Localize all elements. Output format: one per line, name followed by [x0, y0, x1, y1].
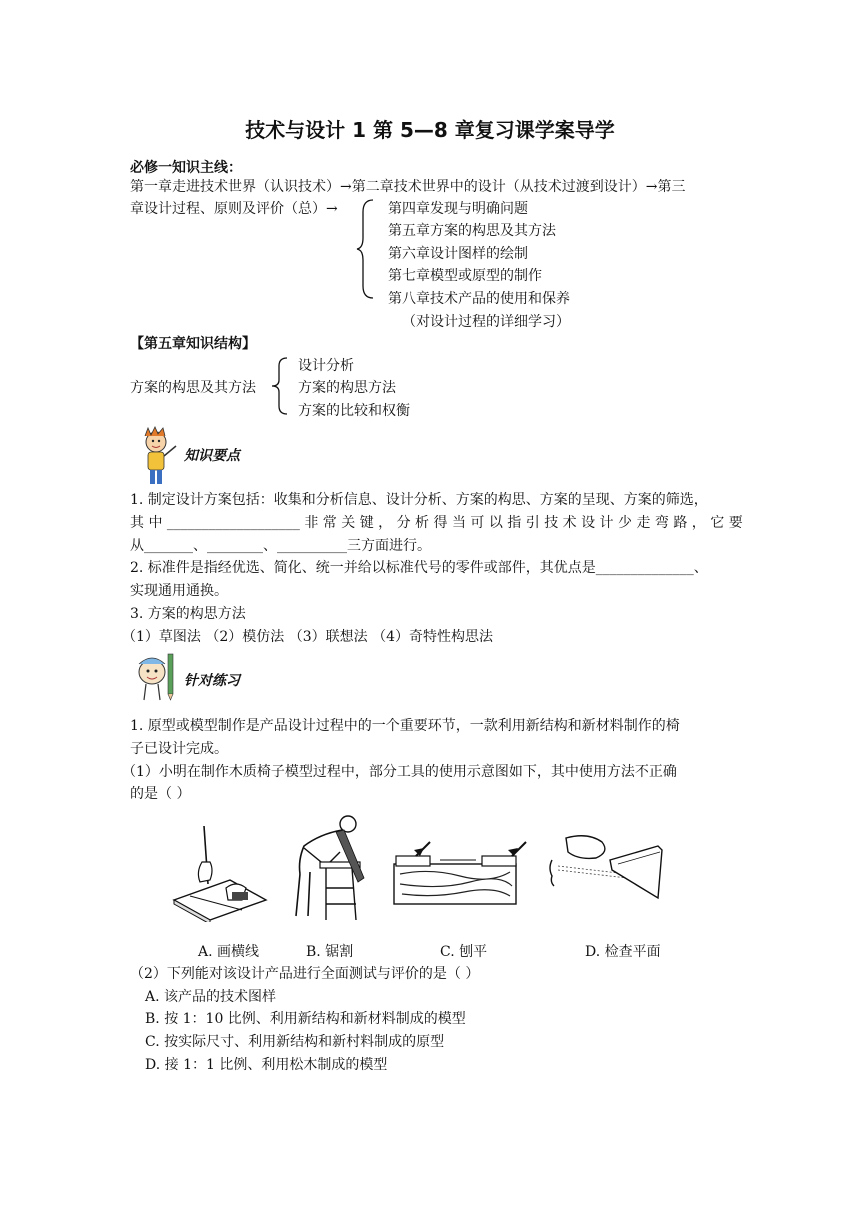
- question-1-part1: （1）小明在制作木质椅子模型过程中，部分工具的使用示意图如下，其中使用方法不正确: [122, 764, 677, 780]
- knowledge-p3: 3. 方案的构思方法: [130, 606, 246, 622]
- option-d: D. 接 1：1 比例、利用松木制成的模型: [145, 1057, 388, 1073]
- drawing-line-illustration: [170, 822, 270, 922]
- option-c: C. 按实际尺寸、利用新结构和新村料制成的原型: [145, 1034, 445, 1050]
- chapter-item: 第五章方案的构思及其方法: [388, 223, 556, 239]
- mainline-heading: 必修一知识主线：: [130, 160, 242, 176]
- structure-item: 设计分析: [298, 358, 354, 374]
- planing-illustration: [390, 840, 530, 912]
- sawing-illustration: [290, 812, 372, 924]
- question-1-part1: 的是（ ）: [130, 786, 191, 802]
- chapter-brace: [355, 198, 377, 300]
- knowledge-p1: 从_______、________、__________三方面进行。: [130, 538, 431, 554]
- chapter-item: 第六章设计图样的绘制: [388, 246, 528, 262]
- check-plane-illustration: [548, 830, 664, 904]
- caption-a: A. 画横线: [198, 944, 260, 960]
- structure-brace: [270, 356, 290, 416]
- structure-root: 方案的构思及其方法: [130, 380, 256, 396]
- question-1: 1. 原型或模型制作是产品设计过程中的一个重要环节，一款利用新结构和新材料制作的椅: [130, 718, 680, 734]
- structure-item: 方案的构思方法: [298, 380, 396, 396]
- cartoon-boy-icon: [136, 426, 180, 488]
- page-title: 技术与设计 1 第 5—8 章复习课学案导学: [245, 118, 615, 142]
- knowledge-p2: 实现通用通换。: [130, 583, 228, 599]
- knowledge-p1: 其 中 ___________________ 非 常 关 键 ， 分 析 得 当 可 以 指 引 技 术 设 计 少 走 弯 路 ， 它 要: [130, 515, 743, 531]
- caption-d: D. 检查平面: [585, 944, 661, 960]
- chapter-item: 第八章技术产品的使用和保养: [388, 291, 570, 307]
- knowledge-heading: 知识要点: [184, 448, 240, 464]
- mainline-line2: 章设计过程、原则及评价（总）→: [130, 201, 338, 217]
- knowledge-p2: 2. 标准件是指经优选、简化、统一并给以标准代号的零件或部件，其优点是______________、: [130, 560, 708, 576]
- caption-c: C. 刨平: [440, 944, 488, 960]
- chapter-item: 第七章模型或原型的制作: [388, 268, 542, 284]
- option-a: A. 该产品的技术图样: [145, 989, 277, 1005]
- structure-heading: 【第五章知识结构】: [130, 336, 256, 352]
- knowledge-p3: （1）草图法 （2）模仿法 （3）联想法 （4）奇特性构思法: [122, 629, 493, 645]
- structure-item: 方案的比较和权衡: [298, 403, 410, 419]
- question-1-part2: （2）下列能对该设计产品进行全面测试与评价的是（ ）: [130, 966, 480, 982]
- question-1: 子已设计完成。: [130, 741, 228, 757]
- mainline-line1: 第一章走进技术世界（认识技术）→第二章技术世界中的设计（从技术过渡到设计）→第三: [130, 179, 686, 195]
- practice-heading: 针对练习: [184, 673, 240, 689]
- option-b: B. 按 1：10 比例、利用新结构和新材料制成的模型: [145, 1011, 466, 1027]
- chapter-item: 第四章发现与明确问题: [388, 201, 528, 217]
- caption-b: B. 锯割: [306, 944, 354, 960]
- knowledge-p1: 1. 制定设计方案包括：收集和分析信息、设计分析、方案的构思、方案的呈现、方案的筛选，: [130, 492, 708, 508]
- chapter-note: （对设计过程的详细学习）: [402, 314, 570, 330]
- cartoon-pencil-icon: [134, 648, 178, 706]
